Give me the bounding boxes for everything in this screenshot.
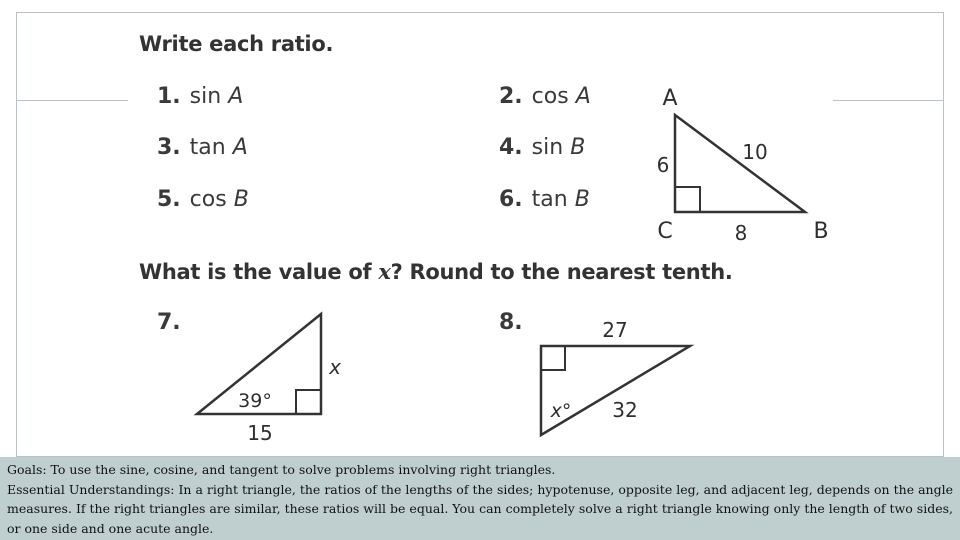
item-variable: B <box>570 135 586 160</box>
right-angle-marker <box>675 187 700 212</box>
side-label-15: 15 <box>247 421 273 445</box>
angle-label-39: 39° <box>238 390 272 412</box>
right-angle-marker <box>541 346 565 370</box>
side-label-ac: 6 <box>656 153 670 177</box>
side-label-27: 27 <box>602 318 628 342</box>
side-label-x: x <box>329 355 341 379</box>
item-variable: B <box>233 187 249 212</box>
vertex-label-a: A <box>662 86 678 111</box>
item-number: 7. <box>157 310 181 335</box>
item-number: 4. <box>499 135 523 160</box>
divider-line-left <box>16 100 128 101</box>
item-variable: A <box>232 135 248 160</box>
item-number: 2. <box>499 84 523 109</box>
item-number: 8. <box>499 310 523 335</box>
item-number: 5. <box>157 187 181 212</box>
triangle-problem-8 <box>541 318 690 435</box>
side-label-ab: 10 <box>742 140 768 164</box>
heading-write-ratio: Write each ratio. <box>139 32 334 56</box>
triangle-abc <box>657 86 829 245</box>
item-function: tan <box>531 187 568 212</box>
item-number: 3. <box>157 135 181 160</box>
item-number: 1. <box>157 84 181 109</box>
triangle-abc-shape <box>675 115 805 212</box>
vertex-label-c: C <box>657 219 673 244</box>
triangle-problem-7 <box>197 314 341 445</box>
right-angle-marker <box>296 390 321 414</box>
item-variable: B <box>574 187 590 212</box>
vertex-label-b: B <box>813 219 829 244</box>
side-label-32: 32 <box>612 398 638 422</box>
item-function: tan <box>189 135 226 160</box>
essential-understandings-text: Essential Understandings: In a right triangle, the ratios of the lengths of the sides; hypotenuse, opposite leg, and adjacent leg, depends on the angle measures. If the right triangles are similar, these ratios will be equal. You can completely solve a right triangle knowing only the length of two sides, or one side and one acute angle. <box>7 481 953 536</box>
goals-text: Goals: To use the sine, cosine, and tangent to solve problems involving right triangles. <box>7 462 556 477</box>
heading-text: ? Round to the nearest tenth. <box>390 260 733 284</box>
worksheet-image <box>128 26 833 456</box>
divider-line-right <box>833 100 944 101</box>
item-function: cos <box>531 84 569 109</box>
item-variable: A <box>228 84 244 109</box>
item-function: cos <box>189 187 227 212</box>
angle-label-x: x° <box>550 400 572 422</box>
item-function: sin <box>531 135 564 160</box>
item-function: sin <box>189 84 222 109</box>
item-variable: A <box>575 84 591 109</box>
heading-variable: x <box>378 259 391 284</box>
side-label-cb: 8 <box>734 221 748 245</box>
item-number: 6. <box>499 187 523 212</box>
heading-text: What is the value of <box>139 260 379 284</box>
goals-panel <box>0 457 960 540</box>
figures <box>128 26 833 456</box>
